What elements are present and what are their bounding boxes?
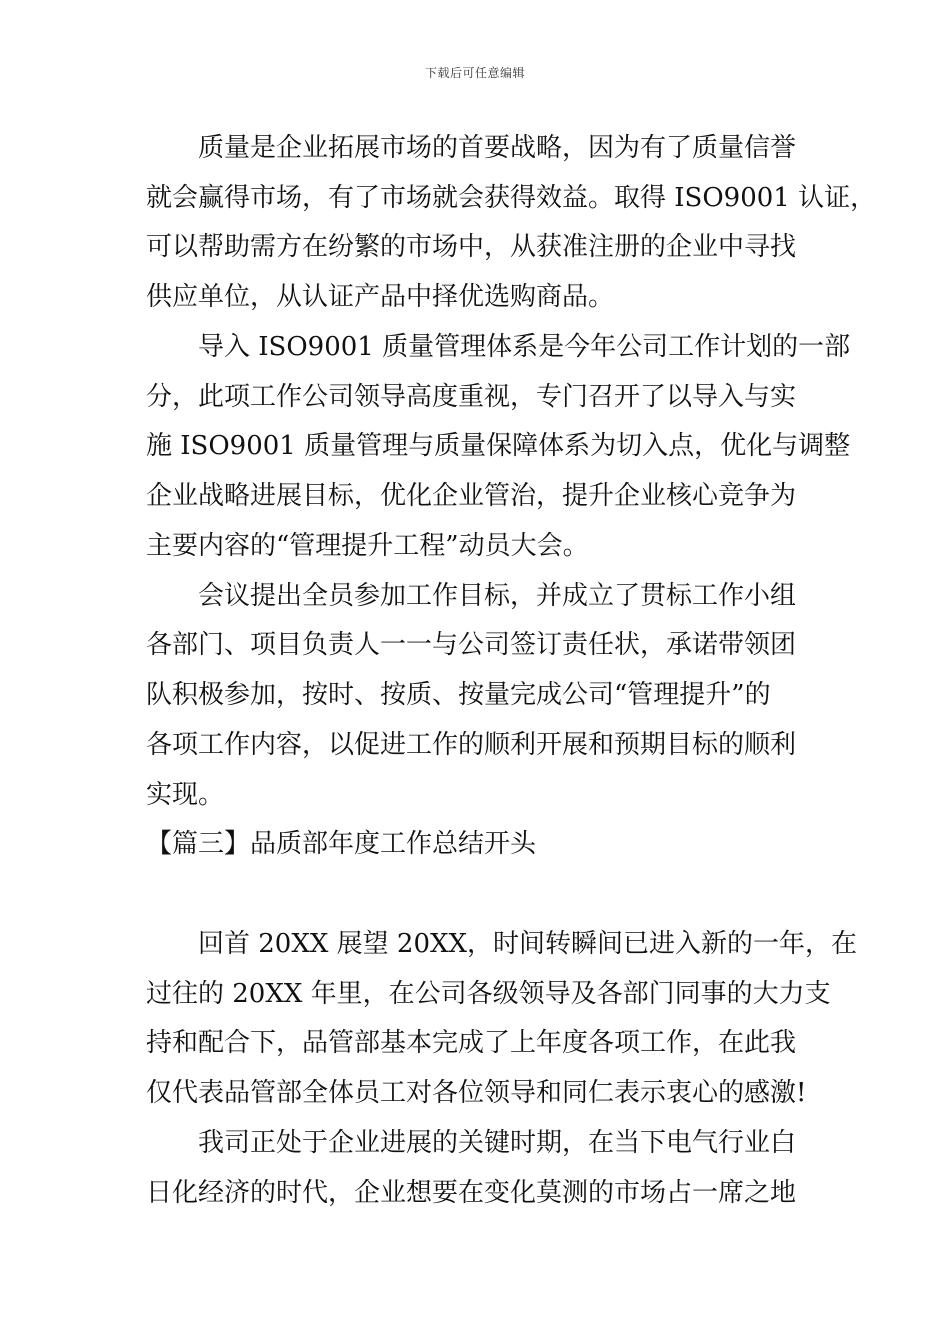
text-line: 导入 ISO9001 质量管理体系是今年公司工作计划的一部	[146, 332, 851, 362]
text-line: 实现。	[146, 780, 225, 810]
text-line: 各部门、项目负责人一一与公司签订责任状，承诺带领团	[146, 630, 797, 660]
text-line: 质量是企业拓展市场的首要战略，因为有了质量信誉	[146, 133, 797, 163]
text-line: 就会赢得市场，有了市场就会获得效益。取得 ISO9001 认证，	[146, 183, 877, 213]
text-line: 可以帮助需方在纷繁的市场中，从获准注册的企业中寻找	[146, 232, 797, 262]
page-header: 下载后可任意编辑	[424, 66, 525, 80]
section-heading: 【篇三】品质部年度工作总结开头	[146, 829, 537, 859]
text-line: 主要内容的“管理提升工程”动员大会。	[146, 531, 589, 561]
text-line: 日化经济的时代，企业想要在变化莫测的市场占一席之地	[146, 1178, 797, 1208]
text-line: 过往的 20XX 年里，在公司各级领导及各部门同事的大力支	[146, 979, 831, 1009]
text-line: 队积极参加，按时、按质、按量完成公司“管理提升”的	[146, 680, 771, 710]
text-line: 仅代表品管部全体员工对各位领导和同仁表示衷心的感激!	[146, 1078, 807, 1108]
text-line: 各项工作内容，以促进工作的顺利开展和预期目标的顺利	[146, 730, 797, 760]
text-line: 供应单位，从认证产品中择优选购商品。	[146, 282, 615, 312]
text-line: 我司正处于企业进展的关键时期，在当下电气行业白	[146, 1128, 797, 1158]
text-line: 施 ISO9001 质量管理与质量保障体系为切入点，优化与调整	[146, 431, 851, 461]
text-line: 回首 20XX 展望 20XX，时间转瞬间已进入新的一年，在	[146, 929, 858, 959]
text-line: 分，此项工作公司领导高度重视，专门召开了以导入与实	[146, 382, 797, 412]
text-line: 企业战略进展目标，优化企业管治，提升企业核心竞争为	[146, 481, 797, 511]
text-line: 会议提出全员参加工作目标，并成立了贯标工作小组	[146, 581, 797, 611]
text-line: 持和配合下，品管部基本完成了上年度各项工作，在此我	[146, 1028, 797, 1058]
